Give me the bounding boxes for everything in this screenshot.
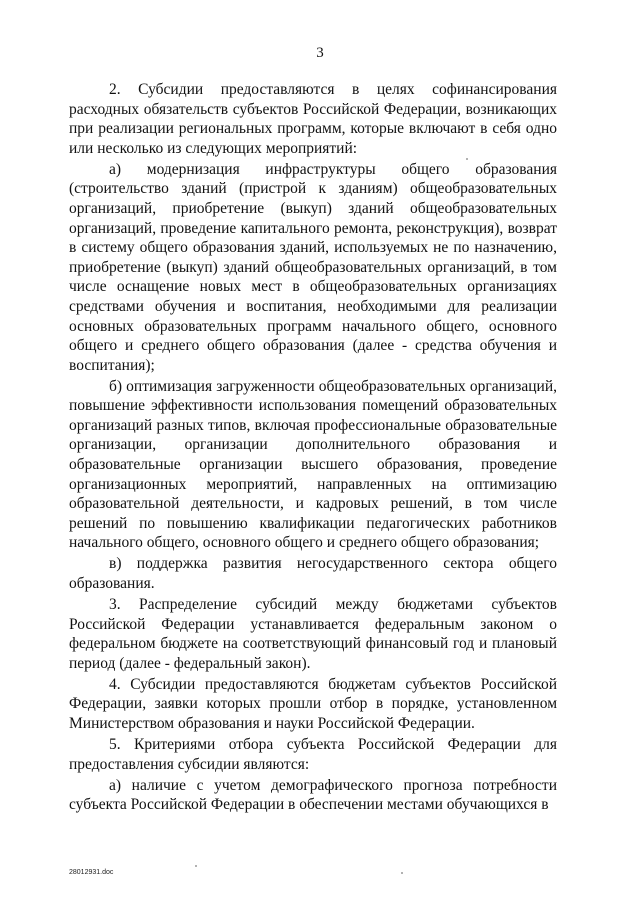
paragraph-item-2: 2. Субсидии предоставляются в целях софинансирования расходных обязательств субъектов Российской Федерации, возникающих при реализации региональных программ, которые включают в себя одно или несколько из следующих мероприятий: [69,81,557,157]
paragraph-subitem-2b: б) оптимизация загруженности общеобразовательных организаций, повышение эффективности использования помещений образовательных организаций разных типов, включая профессиональные образовательные организации, организации дополнительного образования и образовательные организации высшего образования, проведение организационных мероприятий, направленных на оптимизацию образовательной деятельности, и кадровых решений, в том числе решений по повышению квалификации педагогических работников начального общего, основного общего и среднего общего образования; [69,377,557,552]
paragraph-subitem-5a: а) наличие с учетом демографического прогноза потребности субъекта Российской Федерации в обеспечении местами обучающихся в [69,776,557,814]
paragraph-subitem-2a: а) модернизация инфраструктуры общего образования (строительство зданий (пристрой к зданиям) общеобразовательных организаций, приобретение (выкуп) зданий общеобразовательных организаций, проведение капитального ремонта, реконструкция), возврат в систему общего образования зданий, используемых не по назначению, приобретение (выкуп) зданий общеобразовательных организаций, в том числе оснащение новых мест в общеобразовательных организациях средствами обучения и воспитания, необходимыми для реализации основных образовательных программ начального общего, основного общего и среднего общего образования (далее - средства обучения и воспитания); [69,160,557,374]
paragraph-item-5: 5. Критериями отбора субъекта Российской Федерации для предоставления субсидии являются: [69,735,557,773]
scan-speck [401,872,403,874]
scan-speck [466,158,468,160]
paragraph-subitem-2v: в) поддержка развития негосударственного сектора общего образования. [69,555,557,593]
scan-speck [195,865,197,867]
document-body [69,80,557,816]
paragraph-item-4: 4. Субсидии предоставляются бюджетам субъектов Российской Федерации, заявки которых прошли отбор в порядке, установленном Министерством образования и науки Российской Федерации. [69,675,557,732]
page-number: 3 [316,45,324,61]
paragraph-item-3: 3. Распределение субсидий между бюджетами субъектов Российской Федерации устанавливается федеральным законом о федеральном бюджете на соответствующий финансовый год и плановый период (далее - федеральный закон). [69,596,557,672]
document-file-code: 28012931.doc [69,869,114,876]
